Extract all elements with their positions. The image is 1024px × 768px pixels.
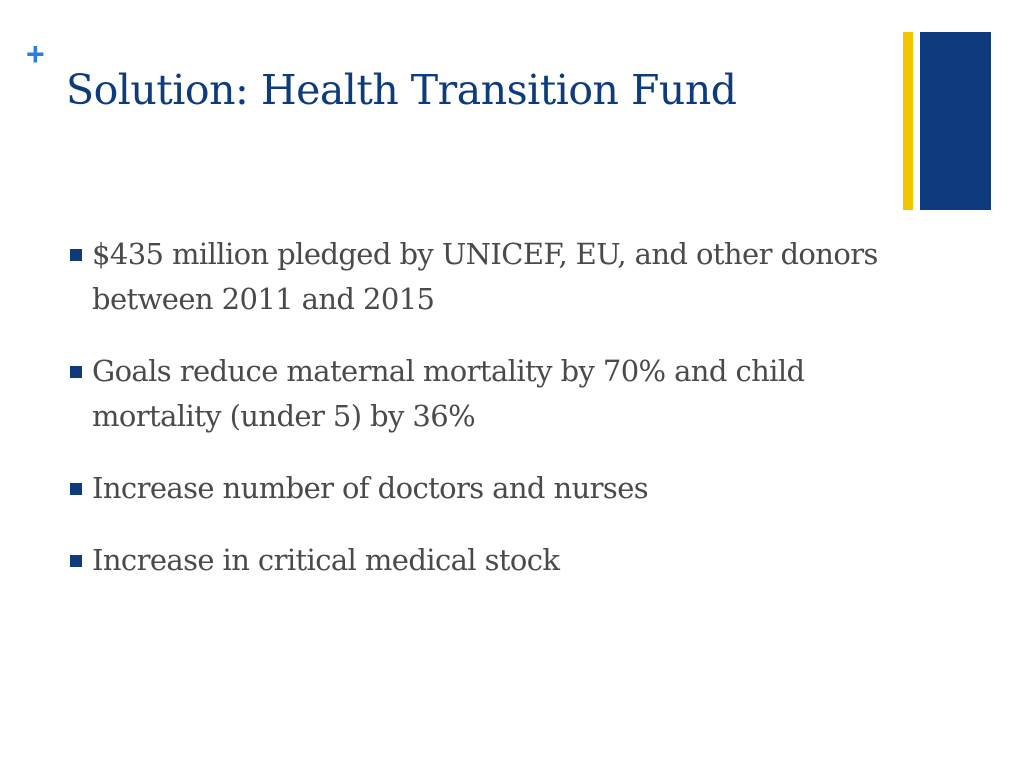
square-bullet-icon: [70, 249, 82, 261]
accent-bar-blue: [920, 32, 991, 210]
bullet-item: [70, 538, 900, 583]
square-bullet-icon: [70, 555, 82, 567]
bullet-list: [70, 232, 900, 610]
plus-icon: +: [26, 36, 45, 72]
bullet-text: Increase number of doctors and nurses: [92, 471, 649, 505]
bullet-text: Goals reduce maternal mortality by 70% and child mortality (under 5) by 36%: [92, 354, 805, 433]
square-bullet-icon: [70, 366, 82, 378]
bullet-item: [70, 349, 900, 439]
bullet-item: [70, 466, 900, 511]
accent-bar-yellow: [903, 32, 913, 210]
bullet-text: $435 million pledged by UNICEF, EU, and other donors between 2011 and 2015: [92, 237, 878, 316]
slide-title: Solution: Health Transition Fund: [66, 66, 737, 114]
bullet-item: [70, 232, 900, 322]
bullet-text: Increase in critical medical stock: [92, 543, 560, 577]
square-bullet-icon: [70, 483, 82, 495]
